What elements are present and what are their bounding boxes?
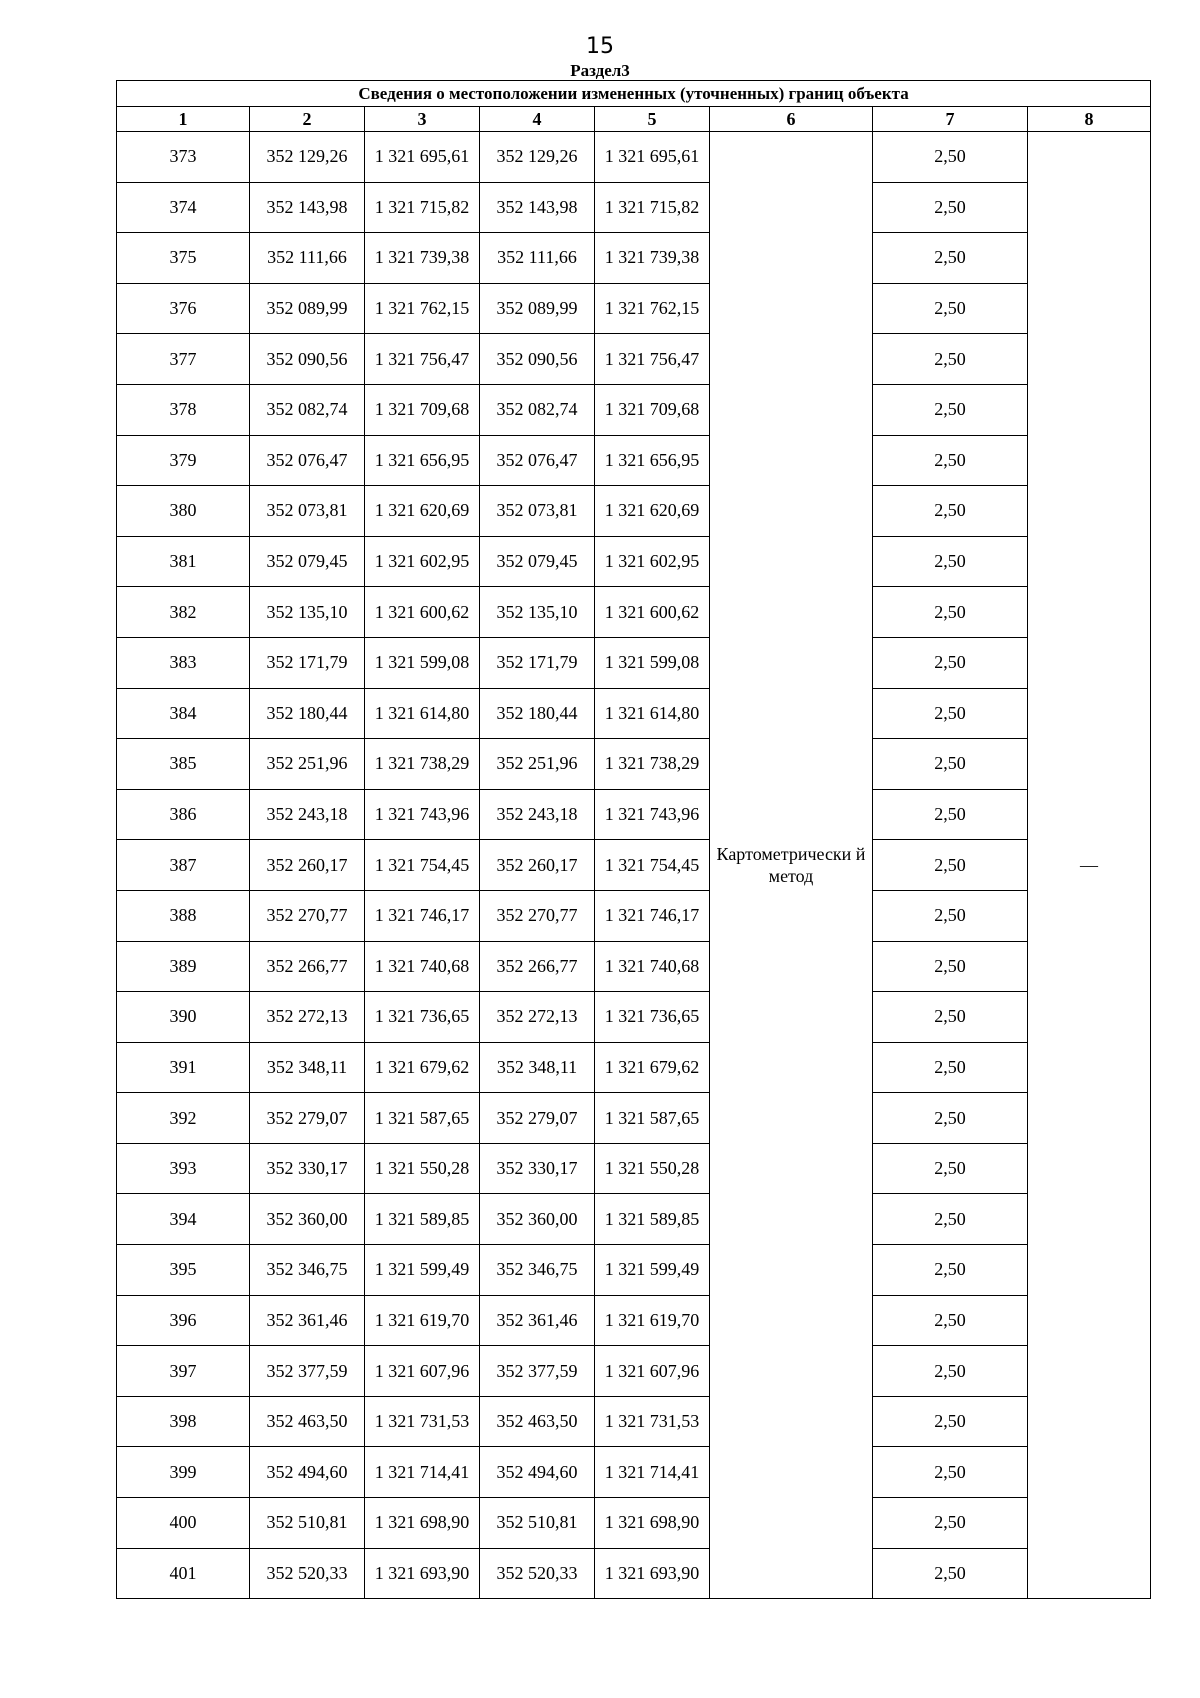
x-new-cell: 352 089,99: [480, 283, 595, 334]
x-new-cell: 352 111,66: [480, 233, 595, 284]
x-existing-cell: 352 076,47: [250, 435, 365, 486]
y-existing-cell: 1 321 736,65: [365, 992, 480, 1043]
x-new-cell: 352 073,81: [480, 486, 595, 537]
table-row: [117, 637, 1151, 688]
x-new-cell: 352 360,00: [480, 1194, 595, 1245]
accuracy-cell: 2,50: [873, 1295, 1028, 1346]
y-existing-cell: 1 321 550,28: [365, 1143, 480, 1194]
column-number-5: 5: [595, 107, 710, 132]
table-row: [117, 283, 1151, 334]
x-existing-cell: 352 377,59: [250, 1346, 365, 1397]
section-title: Раздел3: [570, 61, 630, 80]
y-existing-cell: 1 321 599,49: [365, 1245, 480, 1296]
point-number-cell: 401: [117, 1548, 250, 1599]
column-number-7: 7: [873, 107, 1028, 132]
point-number-cell: 380: [117, 486, 250, 537]
boundary-coordinates-table: [116, 80, 1151, 1599]
y-new-cell: 1 321 550,28: [595, 1143, 710, 1194]
table-caption: Сведения о местоположении измененных (уточненных) границ объекта: [117, 81, 1151, 107]
table-row: [117, 233, 1151, 284]
accuracy-cell: 2,50: [873, 1548, 1028, 1599]
x-existing-cell: 352 171,79: [250, 637, 365, 688]
x-new-cell: 352 266,77: [480, 941, 595, 992]
x-new-cell: 352 377,59: [480, 1346, 595, 1397]
x-existing-cell: 352 251,96: [250, 739, 365, 790]
y-new-cell: 1 321 740,68: [595, 941, 710, 992]
y-existing-cell: 1 321 756,47: [365, 334, 480, 385]
point-number-cell: 400: [117, 1498, 250, 1549]
point-number-cell: 375: [117, 233, 250, 284]
x-new-cell: 352 270,77: [480, 890, 595, 941]
accuracy-cell: 2,50: [873, 637, 1028, 688]
y-existing-cell: 1 321 620,69: [365, 486, 480, 537]
y-existing-cell: 1 321 754,45: [365, 840, 480, 891]
table-row: [117, 1093, 1151, 1144]
y-existing-cell: 1 321 619,70: [365, 1295, 480, 1346]
y-new-cell: 1 321 619,70: [595, 1295, 710, 1346]
accuracy-cell: 2,50: [873, 384, 1028, 435]
y-new-cell: 1 321 587,65: [595, 1093, 710, 1144]
y-new-cell: 1 321 620,69: [595, 486, 710, 537]
y-new-cell: 1 321 679,62: [595, 1042, 710, 1093]
y-existing-cell: 1 321 600,62: [365, 587, 480, 638]
point-number-cell: 384: [117, 688, 250, 739]
x-existing-cell: 352 520,33: [250, 1548, 365, 1599]
x-existing-cell: 352 243,18: [250, 789, 365, 840]
y-existing-cell: 1 321 738,29: [365, 739, 480, 790]
table-row: [117, 1245, 1151, 1296]
x-new-cell: 352 510,81: [480, 1498, 595, 1549]
table-body: [117, 132, 1151, 1599]
table-row: [117, 1143, 1151, 1194]
x-new-cell: 352 090,56: [480, 334, 595, 385]
x-existing-cell: 352 494,60: [250, 1447, 365, 1498]
y-new-cell: 1 321 746,17: [595, 890, 710, 941]
point-number-cell: 382: [117, 587, 250, 638]
x-existing-cell: 352 272,13: [250, 992, 365, 1043]
x-new-cell: 352 180,44: [480, 688, 595, 739]
accuracy-cell: 2,50: [873, 1143, 1028, 1194]
x-existing-cell: 352 510,81: [250, 1498, 365, 1549]
accuracy-cell: 2,50: [873, 1396, 1028, 1447]
accuracy-cell: 2,50: [873, 1042, 1028, 1093]
column-number-1: 1: [117, 107, 250, 132]
table-row: [117, 840, 1151, 891]
point-number-cell: 398: [117, 1396, 250, 1447]
x-new-cell: 352 463,50: [480, 1396, 595, 1447]
point-number-cell: 388: [117, 890, 250, 941]
y-new-cell: 1 321 599,49: [595, 1245, 710, 1296]
y-existing-cell: 1 321 715,82: [365, 182, 480, 233]
y-existing-cell: 1 321 698,90: [365, 1498, 480, 1549]
x-new-cell: 352 079,45: [480, 536, 595, 587]
point-number-cell: 391: [117, 1042, 250, 1093]
y-new-cell: 1 321 600,62: [595, 587, 710, 638]
x-new-cell: 352 251,96: [480, 739, 595, 790]
x-new-cell: 352 330,17: [480, 1143, 595, 1194]
y-new-cell: 1 321 709,68: [595, 384, 710, 435]
point-number-cell: 393: [117, 1143, 250, 1194]
point-number-cell: 377: [117, 334, 250, 385]
y-existing-cell: 1 321 589,85: [365, 1194, 480, 1245]
y-new-cell: 1 321 599,08: [595, 637, 710, 688]
y-existing-cell: 1 321 599,08: [365, 637, 480, 688]
y-existing-cell: 1 321 743,96: [365, 789, 480, 840]
table-row: [117, 587, 1151, 638]
y-new-cell: 1 321 656,95: [595, 435, 710, 486]
table-row: [117, 789, 1151, 840]
column-number-4: 4: [480, 107, 595, 132]
y-existing-cell: 1 321 762,15: [365, 283, 480, 334]
accuracy-cell: 2,50: [873, 941, 1028, 992]
point-number-cell: 374: [117, 182, 250, 233]
table-row: [117, 1194, 1151, 1245]
accuracy-cell: 2,50: [873, 1194, 1028, 1245]
x-new-cell: 352 348,11: [480, 1042, 595, 1093]
x-new-cell: 352 143,98: [480, 182, 595, 233]
y-new-cell: 1 321 736,65: [595, 992, 710, 1043]
accuracy-cell: 2,50: [873, 486, 1028, 537]
point-number-cell: 385: [117, 739, 250, 790]
y-existing-cell: 1 321 656,95: [365, 435, 480, 486]
table-row: [117, 1447, 1151, 1498]
point-number-cell: 381: [117, 536, 250, 587]
table-row: [117, 1498, 1151, 1549]
accuracy-cell: 2,50: [873, 1498, 1028, 1549]
point-number-cell: 395: [117, 1245, 250, 1296]
x-new-cell: 352 171,79: [480, 637, 595, 688]
x-existing-cell: 352 111,66: [250, 233, 365, 284]
table-row: [117, 1548, 1151, 1599]
column-number-8: 8: [1028, 107, 1151, 132]
y-new-cell: 1 321 743,96: [595, 789, 710, 840]
table-row: [117, 1396, 1151, 1447]
x-new-cell: 352 272,13: [480, 992, 595, 1043]
x-existing-cell: 352 073,81: [250, 486, 365, 537]
table-row: [117, 1295, 1151, 1346]
point-number-cell: 397: [117, 1346, 250, 1397]
y-existing-cell: 1 321 587,65: [365, 1093, 480, 1144]
x-existing-cell: 352 463,50: [250, 1396, 365, 1447]
accuracy-cell: 2,50: [873, 334, 1028, 385]
point-number-cell: 379: [117, 435, 250, 486]
table-row: [117, 941, 1151, 992]
accuracy-cell: 2,50: [873, 132, 1028, 183]
accuracy-cell: 2,50: [873, 1245, 1028, 1296]
table-row: [117, 182, 1151, 233]
x-existing-cell: 352 330,17: [250, 1143, 365, 1194]
x-existing-cell: 352 143,98: [250, 182, 365, 233]
accuracy-cell: 2,50: [873, 890, 1028, 941]
table-row: [117, 739, 1151, 790]
y-existing-cell: 1 321 714,41: [365, 1447, 480, 1498]
x-existing-cell: 352 270,77: [250, 890, 365, 941]
x-existing-cell: 352 348,11: [250, 1042, 365, 1093]
table-row: [117, 688, 1151, 739]
y-new-cell: 1 321 698,90: [595, 1498, 710, 1549]
y-existing-cell: 1 321 740,68: [365, 941, 480, 992]
table-row: [117, 1042, 1151, 1093]
table-row: [117, 435, 1151, 486]
x-new-cell: 352 346,75: [480, 1245, 595, 1296]
table-row: [117, 890, 1151, 941]
column-number-2: 2: [250, 107, 365, 132]
accuracy-cell: 2,50: [873, 1346, 1028, 1397]
accuracy-cell: 2,50: [873, 233, 1028, 284]
accuracy-cell: 2,50: [873, 688, 1028, 739]
x-new-cell: 352 361,46: [480, 1295, 595, 1346]
y-new-cell: 1 321 714,41: [595, 1447, 710, 1498]
accuracy-cell: 2,50: [873, 840, 1028, 891]
x-existing-cell: 352 079,45: [250, 536, 365, 587]
y-new-cell: 1 321 715,82: [595, 182, 710, 233]
table-row: [117, 992, 1151, 1043]
accuracy-cell: 2,50: [873, 739, 1028, 790]
point-number-cell: 387: [117, 840, 250, 891]
x-existing-cell: 352 266,77: [250, 941, 365, 992]
point-number-cell: 394: [117, 1194, 250, 1245]
accuracy-cell: 2,50: [873, 182, 1028, 233]
x-new-cell: 352 279,07: [480, 1093, 595, 1144]
column-number-row: [117, 107, 1151, 132]
column-number-6: 6: [710, 107, 873, 132]
x-new-cell: 352 260,17: [480, 840, 595, 891]
x-new-cell: 352 135,10: [480, 587, 595, 638]
x-existing-cell: 352 279,07: [250, 1093, 365, 1144]
x-new-cell: 352 520,33: [480, 1548, 595, 1599]
point-number-cell: 373: [117, 132, 250, 183]
y-new-cell: 1 321 738,29: [595, 739, 710, 790]
point-number-cell: 378: [117, 384, 250, 435]
y-existing-cell: 1 321 602,95: [365, 536, 480, 587]
y-new-cell: 1 321 762,15: [595, 283, 710, 334]
point-number-cell: 390: [117, 992, 250, 1043]
accuracy-cell: 2,50: [873, 992, 1028, 1043]
y-new-cell: 1 321 602,95: [595, 536, 710, 587]
y-new-cell: 1 321 756,47: [595, 334, 710, 385]
y-new-cell: 1 321 754,45: [595, 840, 710, 891]
accuracy-cell: 2,50: [873, 536, 1028, 587]
y-new-cell: 1 321 739,38: [595, 233, 710, 284]
column-number-3: 3: [365, 107, 480, 132]
y-existing-cell: 1 321 746,17: [365, 890, 480, 941]
point-number-cell: 376: [117, 283, 250, 334]
y-existing-cell: 1 321 709,68: [365, 384, 480, 435]
x-existing-cell: 352 082,74: [250, 384, 365, 435]
x-existing-cell: 352 260,17: [250, 840, 365, 891]
accuracy-cell: 2,50: [873, 1093, 1028, 1144]
y-new-cell: 1 321 693,90: [595, 1548, 710, 1599]
y-existing-cell: 1 321 614,80: [365, 688, 480, 739]
point-number-cell: 383: [117, 637, 250, 688]
y-new-cell: 1 321 607,96: [595, 1346, 710, 1397]
point-number-cell: 399: [117, 1447, 250, 1498]
y-existing-cell: 1 321 739,38: [365, 233, 480, 284]
point-number-cell: 392: [117, 1093, 250, 1144]
point-number-cell: 386: [117, 789, 250, 840]
x-existing-cell: 352 346,75: [250, 1245, 365, 1296]
accuracy-cell: 2,50: [873, 435, 1028, 486]
y-new-cell: 1 321 589,85: [595, 1194, 710, 1245]
y-existing-cell: 1 321 607,96: [365, 1346, 480, 1397]
x-new-cell: 352 082,74: [480, 384, 595, 435]
y-new-cell: 1 321 731,53: [595, 1396, 710, 1447]
table-row: [117, 132, 1151, 183]
method-cell: Картометрически й метод: [710, 132, 873, 1599]
x-new-cell: 352 129,26: [480, 132, 595, 183]
y-new-cell: 1 321 614,80: [595, 688, 710, 739]
point-number-cell: 396: [117, 1295, 250, 1346]
x-existing-cell: 352 180,44: [250, 688, 365, 739]
accuracy-cell: 2,50: [873, 283, 1028, 334]
x-new-cell: 352 243,18: [480, 789, 595, 840]
y-new-cell: 1 321 695,61: [595, 132, 710, 183]
x-existing-cell: 352 089,99: [250, 283, 365, 334]
y-existing-cell: 1 321 731,53: [365, 1396, 480, 1447]
x-existing-cell: 352 135,10: [250, 587, 365, 638]
table-row: [117, 1346, 1151, 1397]
table-row: [117, 536, 1151, 587]
x-new-cell: 352 494,60: [480, 1447, 595, 1498]
table-row: [117, 486, 1151, 537]
y-existing-cell: 1 321 695,61: [365, 132, 480, 183]
x-new-cell: 352 076,47: [480, 435, 595, 486]
table-row: [117, 334, 1151, 385]
accuracy-cell: 2,50: [873, 587, 1028, 638]
table-row: [117, 384, 1151, 435]
accuracy-cell: 2,50: [873, 1447, 1028, 1498]
accuracy-cell: 2,50: [873, 789, 1028, 840]
x-existing-cell: 352 090,56: [250, 334, 365, 385]
x-existing-cell: 352 129,26: [250, 132, 365, 183]
x-existing-cell: 352 360,00: [250, 1194, 365, 1245]
y-existing-cell: 1 321 693,90: [365, 1548, 480, 1599]
note-cell: —: [1028, 132, 1151, 1599]
x-existing-cell: 352 361,46: [250, 1295, 365, 1346]
point-number-cell: 389: [117, 941, 250, 992]
page-number: 15: [586, 34, 614, 59]
y-existing-cell: 1 321 679,62: [365, 1042, 480, 1093]
